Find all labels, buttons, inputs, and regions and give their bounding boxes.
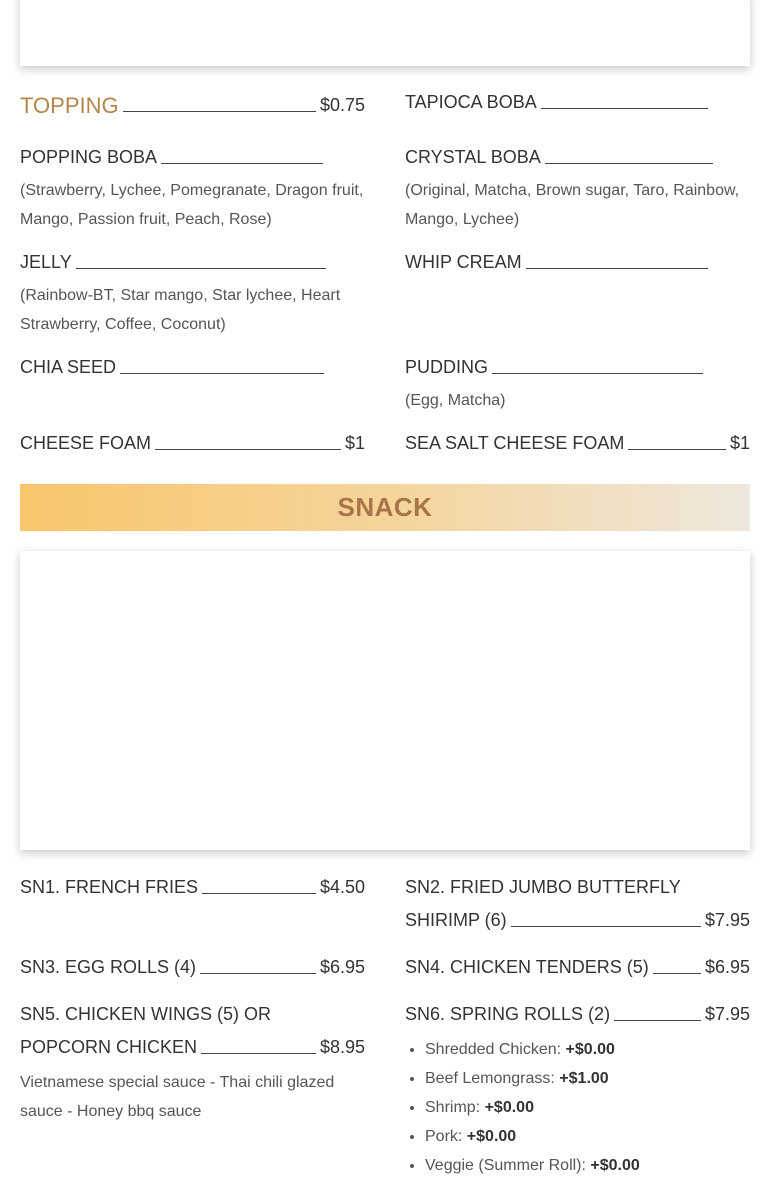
dot-leader xyxy=(161,163,323,164)
item-sn6 xyxy=(405,998,750,1180)
item-sea-salt-cheese-foam xyxy=(405,427,750,460)
dot-leader xyxy=(200,973,316,974)
item-name: CRYSTAL BOBA xyxy=(405,147,541,167)
item-name: CHEESE FOAM xyxy=(20,433,152,453)
item-description: Vietnamese special sauce - Thai chili glazed sauce - Honey bbq sauce xyxy=(20,1074,335,1120)
item-whip-cream xyxy=(405,246,750,279)
item-name: SN3. EGG ROLLS (4) xyxy=(20,957,197,977)
dot-leader xyxy=(155,449,341,450)
item-name: SN1. FRENCH FRIES xyxy=(20,877,199,897)
dot-leader xyxy=(653,973,701,974)
item-pudding xyxy=(405,351,750,415)
item-price: $1 xyxy=(344,433,365,453)
item-jelly xyxy=(20,246,365,339)
item-crystal-boba xyxy=(405,141,750,234)
item-name: SN4. CHICKEN TENDERS (5) xyxy=(405,957,649,977)
item-name-line2: SHIRIMP (6) xyxy=(405,910,507,930)
dot-leader xyxy=(76,268,326,269)
option-item: • Veggie (Summer Roll): +$0.00 xyxy=(425,1151,750,1180)
item-price: $6.95 xyxy=(319,957,365,977)
item-price: $6.95 xyxy=(704,957,750,977)
item-sn2 xyxy=(405,871,750,937)
item-price: $7.95 xyxy=(704,910,750,930)
item-description: (Original, Matcha, Brown sugar, Taro, Rainbow, Mango, Lychee) xyxy=(405,182,740,228)
dot-leader xyxy=(614,1020,701,1021)
item-name-line1: SN2. FRIED JUMBO BUTTERFLY xyxy=(405,877,681,897)
item-name: PUDDING xyxy=(405,357,489,377)
item-price: $7.95 xyxy=(704,1004,750,1024)
item-name: SEA SALT CHEESE FOAM xyxy=(405,433,625,453)
topping-photo xyxy=(20,0,750,66)
dot-leader xyxy=(492,373,703,374)
topping-header-row xyxy=(20,89,365,122)
item-name: JELLY xyxy=(20,252,72,272)
item-name-line2: POPCORN CHICKEN xyxy=(20,1037,198,1057)
item-sn3 xyxy=(20,951,365,984)
item-price: $4.50 xyxy=(319,877,365,897)
dot-leader xyxy=(628,449,726,450)
dot-leader xyxy=(123,111,316,112)
dot-leader xyxy=(545,163,713,164)
item-description: (Rainbow-BT, Star mango, Star lychee, Heart Strawberry, Coffee, Coconut) xyxy=(20,287,341,333)
option-item: • Pork: +$0.00 xyxy=(425,1122,750,1151)
item-popping-boba xyxy=(20,141,365,234)
item-name-line1: SN5. CHICKEN WINGS (5) OR xyxy=(20,1004,272,1024)
item-name: SN6. SPRING ROLLS (2) xyxy=(405,1004,611,1024)
item-name: WHIP CREAM xyxy=(405,252,522,272)
dot-leader xyxy=(526,268,708,269)
sn6-options-list xyxy=(405,1035,750,1180)
item-description: (Strawberry, Lychee, Pomegranate, Dragon fruit, Mango, Passion fruit, Peach, Rose) xyxy=(20,182,364,228)
item-sn4 xyxy=(405,951,750,984)
item-name: POPPING BOBA xyxy=(20,147,158,167)
item-price: $1 xyxy=(729,433,750,453)
dot-leader xyxy=(202,893,316,894)
dot-leader xyxy=(511,926,701,927)
item-price: $8.95 xyxy=(319,1037,365,1057)
item-tapioca-boba xyxy=(405,86,750,119)
item-name: CHIA SEED xyxy=(20,357,117,377)
option-item: • Beef Lemongrass: +$1.00 xyxy=(425,1064,750,1093)
item-description: (Egg, Matcha) xyxy=(405,392,506,409)
item-sn1 xyxy=(20,871,365,904)
item-cheese-foam xyxy=(20,427,365,460)
option-item: • Shrimp: +$0.00 xyxy=(425,1093,750,1122)
snack-title: SNACK xyxy=(337,492,433,522)
snack-section-header xyxy=(20,484,750,531)
item-name: TAPIOCA BOBA xyxy=(405,92,537,112)
dot-leader xyxy=(541,108,708,109)
snack-photo xyxy=(20,551,750,850)
item-sn5 xyxy=(20,998,365,1126)
dot-leader xyxy=(120,373,324,374)
option-item: • Shredded Chicken: +$0.00 xyxy=(425,1035,750,1064)
topping-title: TOPPING xyxy=(20,93,119,118)
dot-leader xyxy=(201,1053,316,1054)
topping-price: $0.75 xyxy=(319,95,365,115)
item-chia-seed xyxy=(20,351,365,384)
